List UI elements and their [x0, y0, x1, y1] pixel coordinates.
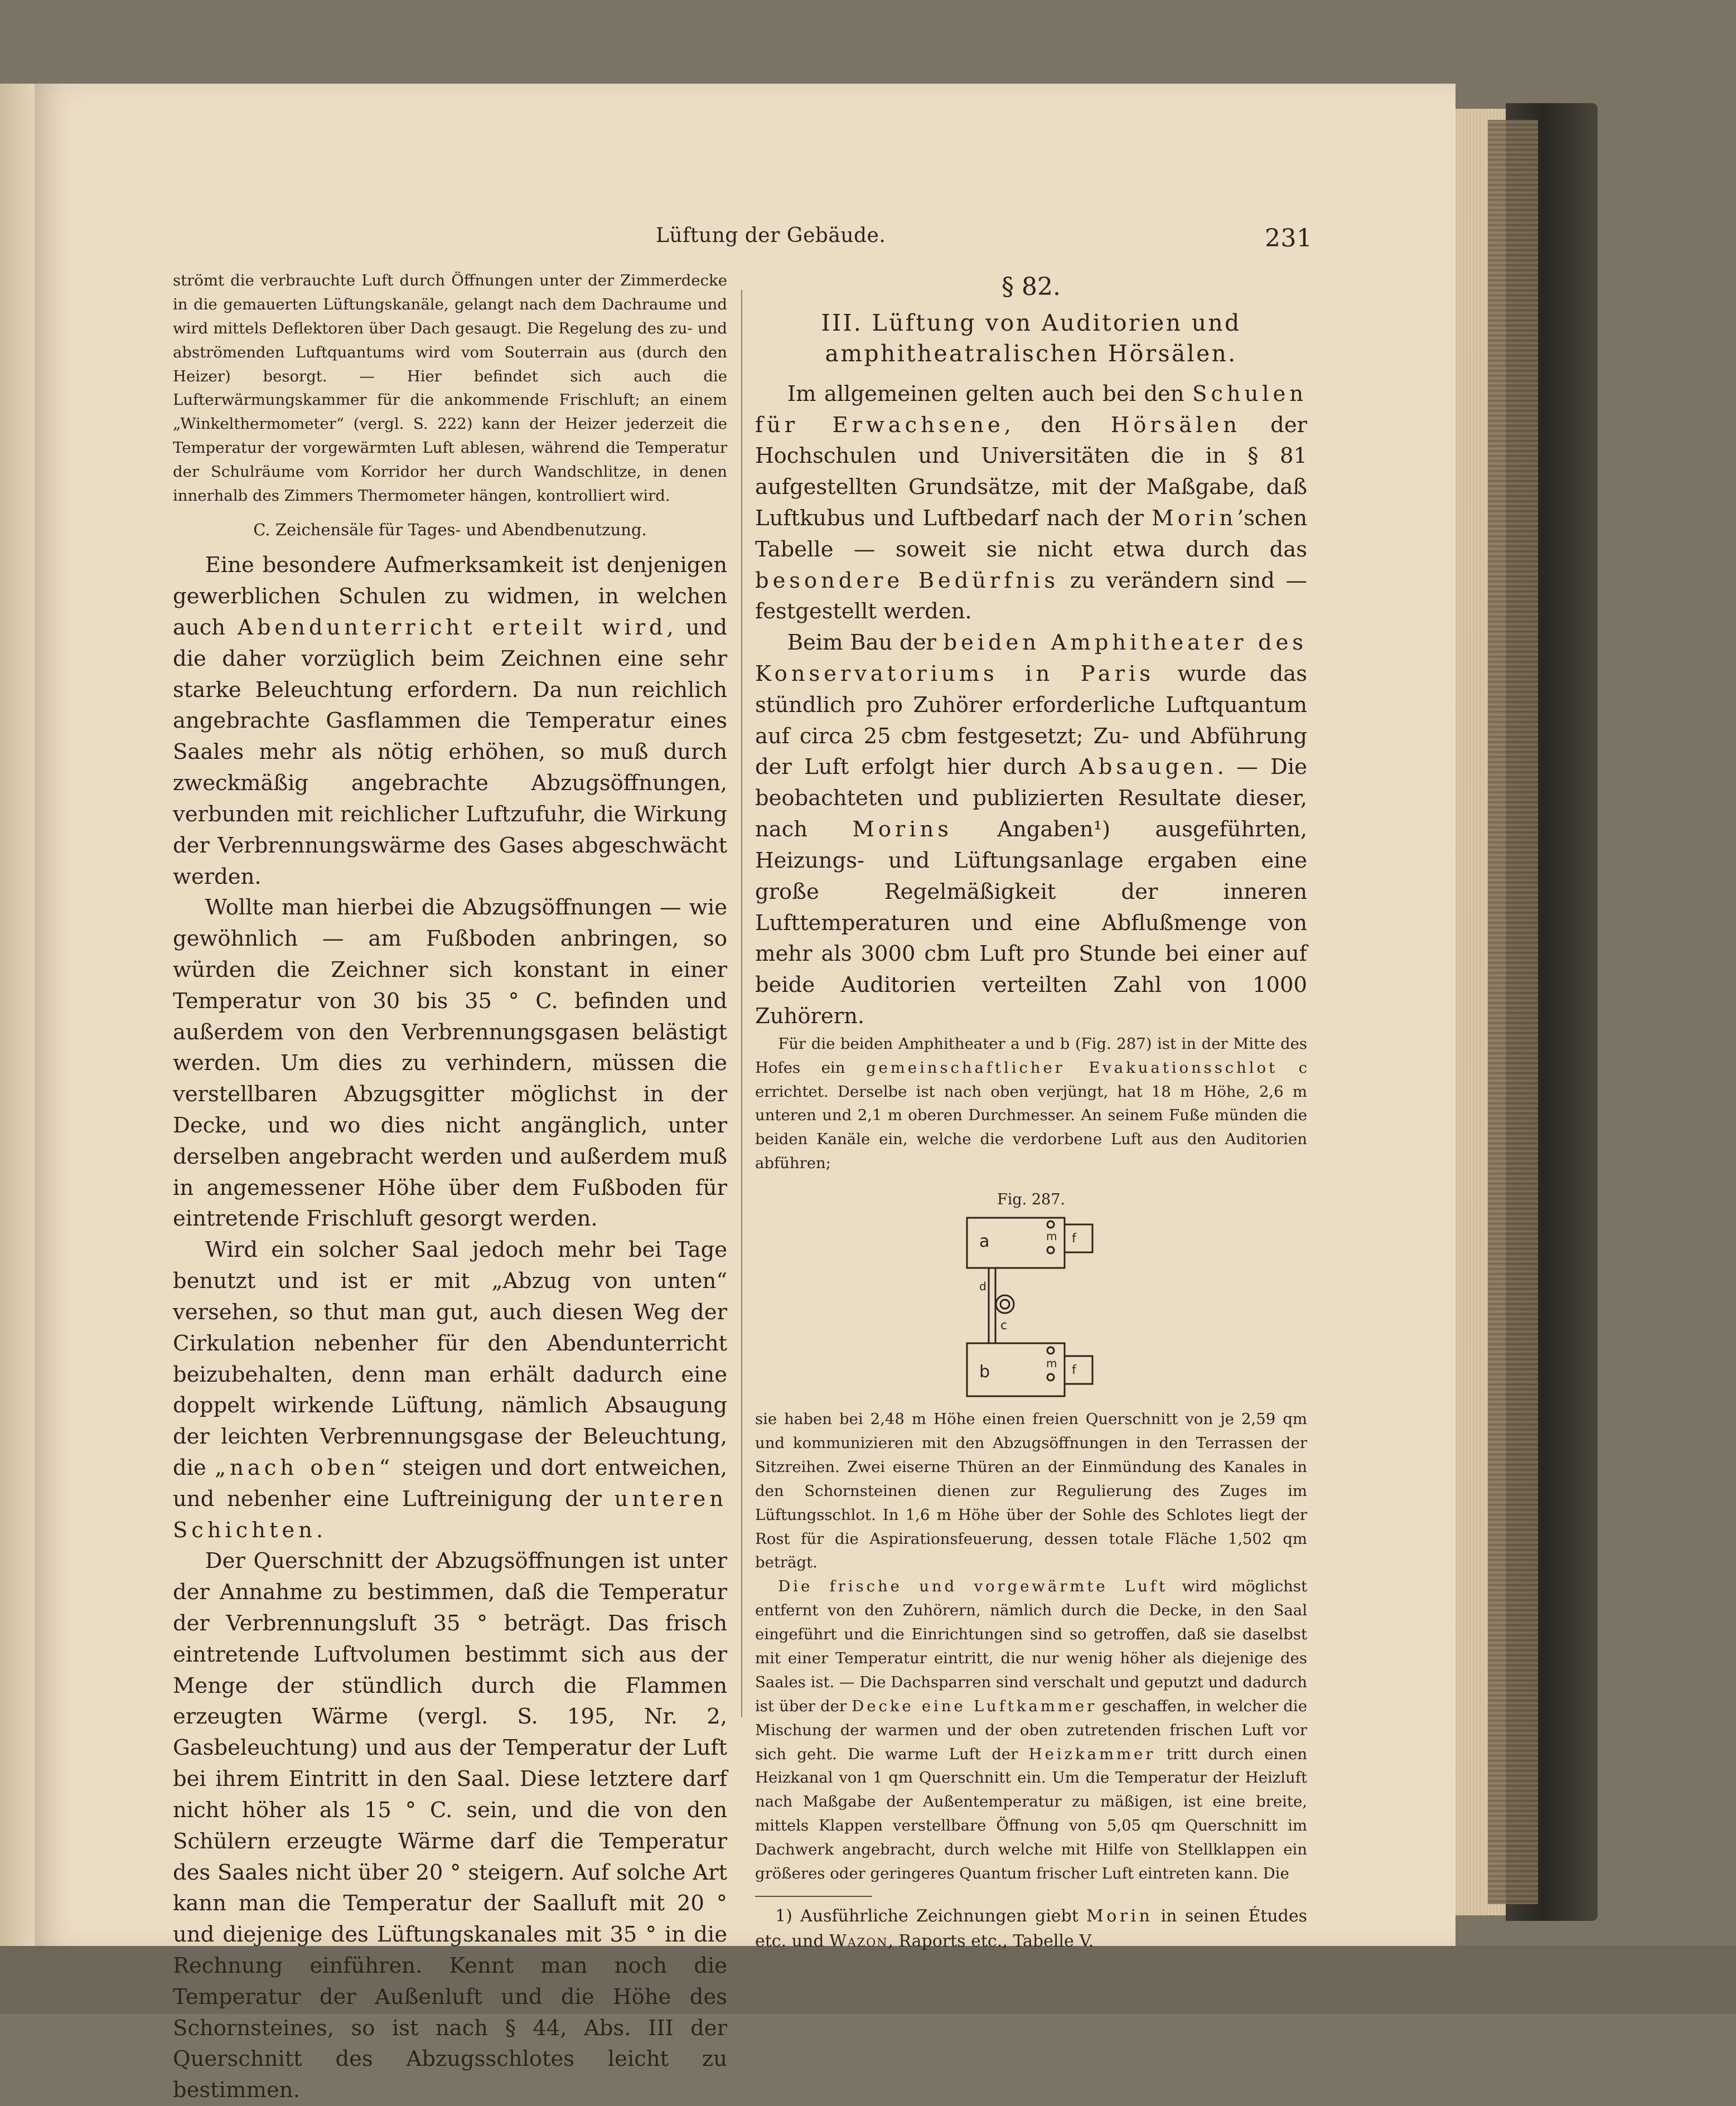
text-run: 1) Ausführliche Zeichnungen giebt [775, 1906, 1087, 1926]
figure-287 [755, 1189, 1307, 1401]
paragraph [173, 550, 727, 892]
paragraph-small [755, 1575, 1307, 1886]
footnote [755, 1904, 1307, 1954]
emphasis-spaced: Morin [1152, 505, 1237, 531]
column-divider [741, 290, 742, 1717]
annex-f-bottom [1065, 1356, 1092, 1384]
text-run: , Raports etc., Tabelle V. [888, 1931, 1094, 1951]
text-run: zu verändern sind — festgestellt werden. [755, 568, 1307, 624]
emphasis-spaced: Decke eine Luftkammer [852, 1697, 1097, 1715]
text-run: geschaffen, in welcher die Mischung der warmen und der oben zutretenden frischen Luft vor sich geht. Die warme Luft der [755, 1697, 1307, 1763]
emphasis-spaced: unteren Schichten [173, 1486, 727, 1543]
emphasis-spaced: beiden Amphitheater des Konservatoriums in Paris [755, 630, 1307, 686]
text-run: , den [1004, 412, 1111, 438]
emphasis-spaced: Morins [852, 817, 952, 843]
label-b: b [979, 1362, 990, 1382]
emphasis-spaced: Abendunterricht erteilt wird [238, 615, 667, 641]
section-title: III. Lüftung von Auditorien und amphitheatralischen Hörsälen. [821, 309, 1241, 367]
text-run: der Hochschulen und Universitäten die in § 81 aufgestellten Grundsätze, mit der Maßgabe, daß Luftkubus und Luftbedarf nach der [755, 412, 1308, 531]
emphasis-smallcaps: Wazon [829, 1931, 888, 1951]
paragraph [755, 379, 1307, 628]
paragraph: Der Querschnitt der Abzugsöffnungen ist unter der Annahme zu bestimmen, daß die Temperatur der Verbrennungsluft 35 ° beträgt. Das frisch eintretende Luftvolumen bestimmt sich aus der Menge der stündlich durch die Flammen erzeugten Wärme (vergl. S. 195, Nr. 2, Gasbeleuchtung) und aus der Temperatur der Luft bei ihrem Eintritt in den Saal. Diese letztere darf nicht höher als 15 ° C. sein, und die von den Schülern erzeugte Wärme darf die Temperatur des Saales nicht über 20 ° steigern. Auf solche Art kann man die Temperatur der Saalluft mit 20 ° und diejenige des Lüftungskanales mit 35 ° in die Rechnung einführen. Kennt man noch die Temperatur der Außenluft und die Höhe des Schornsteines, so ist nach § 44, Abs. III der Querschnitt des Abzugsschlotes leicht zu bestimmen. [173, 1548, 727, 2103]
paragraph [755, 627, 1307, 1032]
text-run: Wird ein solcher Saal jedoch mehr bei Tage benutzt und ist er mit „Abzug von unten“ versehen, so thut man gut, auch diesen Weg der Cirkulation nebenher für den Abendunterricht beizubehalten, denn man erhält dadurch eine doppelt wirkende Lüftung, nämlich Absaugung der leichten Verbrennungsgase der Beleuchtung, die [173, 1237, 727, 1480]
paragraph: Wollte man hierbei die Abzugsöffnungen — wie gewöhnlich — am Fußboden anbringen, so würden die Zeichner sich konstant in einer Temperatur von 30 bis 35 ° C. befinden und außerdem von den Verbrennungsgasen belästigt werden. Um dies zu verhindern, müssen die verstellbaren Abzugsgitter möglichst in der Decke, und wo dies nicht angänglich, unter derselben angebracht werden und außerdem muß in angemessener Höhe über dem Fußboden für eintretende Frischluft gesorgt werden. [173, 895, 727, 1232]
text-run: Angaben¹) ausgeführten, Heizungs- und Lüftungsanlage ergaben eine große Regelmäßigkeit der inneren Lufttemperaturen und eine Abflußmenge von mehr als 3000 cbm Luft pro Stunde bei einer auf beide Auditorien verteilten Zahl von 1000 Zuhörern. [755, 817, 1307, 1029]
left-column [173, 269, 727, 2106]
page-number: 231 [1265, 224, 1313, 253]
emphasis-spaced: gemeinschaftlicher Evakuationsschlot [865, 1058, 1278, 1077]
footnote-rule [755, 1896, 872, 1897]
text-run: . — Die beobachteten und publizierten Resultate dieser, nach [755, 754, 1308, 843]
emphasis-spaced: Absaugen [1079, 754, 1217, 780]
text-run: steigen und dort entweichen, und nebenher eine Luftreinigung der [173, 1455, 727, 1512]
label-c: c [1000, 1319, 1008, 1333]
text-run: wird möglichst entfernt von den Zuhörern, nämlich durch die Decke, in den Saal eingeführt und die Einrichtungen sind so getroffen, daß sie daselbst mit einer Temperatur eintritt, die nur wenig höher als diejenige des Saales ist. — Die Dachsparren sind verschalt und geputzt und dadurch ist über der [755, 1577, 1308, 1715]
floor-plan-diagram [755, 1212, 1307, 1402]
opening-o3 [1047, 1347, 1054, 1354]
text-run: Beim Bau der [787, 630, 944, 656]
paragraph [173, 1234, 727, 1546]
text-run: Im allgemeinen gelten auch bei den [787, 381, 1193, 406]
label-m-bottom: m [1046, 1357, 1057, 1371]
label-d: d [979, 1280, 987, 1294]
text-run: tritt durch einen Heizkanal von 1 qm Querschnitt ein. Um die Temperatur der Heizluft nach Maßgabe der Außentemperatur zu mäßigen, ist eine breite, mittels Klappen verstellbare Öffnung von 5,05 qm Querschnitt im Dachwerk angebracht, durch welche mit Hilfe von Stellklappen ein größeres oder geringeres Quantum frischer Luft eintreten kann. Die [755, 1745, 1307, 1883]
label-f-bottom: f [1072, 1363, 1076, 1378]
chimney-c-outer [996, 1295, 1014, 1313]
paragraph-small: sie haben bei 2,48 m Höhe einen freien Querschnitt von je 2,59 qm und kommunizieren mit den Abzugsöffnungen in den Terrassen der Sitzreihen. Zwei eiserne Thüren an der Einmündung des Kanales in den Schornsteinen dienen zur Regulierung des Zuges im Lüftungsschlot. In 1,6 m Höhe über der Sohle des Schlotes liegt der Rost für die Aspirationsfeuerung, dessen totale Fläche 1,502 qm beträgt. [755, 1410, 1307, 1572]
emphasis-spaced: Heizkammer [1028, 1745, 1156, 1763]
emphasis-spaced: Hörsälen [1110, 412, 1241, 438]
opening-o1 [1047, 1221, 1054, 1228]
text-run: Für die beiden Amphitheater a und b (Fig. 287) ist in der Mitte des Hofes ein [755, 1034, 1307, 1077]
text-run: . [316, 1517, 323, 1543]
text-run: ’schen Tabelle — soweit sie nicht etwa durch das [755, 505, 1307, 562]
opening-o4 [1047, 1374, 1054, 1381]
running-head-title: Lüftung der Gebäude. [656, 224, 886, 247]
paragraph-continuation: strömt die verbrauchte Luft durch Öffnungen unter der Zimmerdecke in die gemauerten Lüftungskanäle, gelangt nach dem Dachraume und wird mittels Deflektoren über Dach gesaugt. Die Regelung des zu- und abströmenden Luftquantums wird vom Souterrain aus (durch den Heizer) besorgt. — Hier befindet sich auch die Lufterwärmungskammer für die ankommende Frischluft; an einem „Winkelthermometer“ (vergl. S. 222) kann der Heizer jederzeit die Temperatur der vorgewärmten Luft ablesen, während die Temperatur der Schulräume vom Korridor her durch Wandschlitze, in denen innerhalb des Zimmers Thermometer hängen, kontrolliert wird. [173, 272, 727, 505]
text-run: in seinen Études etc. und [755, 1906, 1308, 1951]
emphasis-spaced: Morin [1086, 1906, 1153, 1926]
text-run: Eine besondere Aufmerksamkeit ist denjenigen gewerblichen Schulen zu widmen, in welchen auch [173, 553, 727, 641]
opening-o2 [1047, 1247, 1054, 1253]
emphasis-spaced: Die frische und vorgewärmte Luft [778, 1577, 1168, 1596]
annex-f-top [1065, 1224, 1092, 1252]
marbled-board-edge [1488, 120, 1538, 1904]
emphasis-spaced: besondere Bedürfnis [755, 568, 1060, 593]
label-f-top: f [1072, 1232, 1076, 1246]
facing-page-edge [0, 84, 39, 1946]
text-run: , und die daher vorzüglich beim Zeichnen eine sehr starke Beleuchtung erfordern. Da nun reichlich angebrachte Gasflammen die Temperatur eines Saales mehr als nötig erhöhen, so muß durch zweckmäßig angebrachte Abzugsöffnungen, verbunden mit reichlicher Luftzufuhr, die Wirkung der Verbrennungswärme des Gases abgeschwächt werden. [173, 615, 727, 889]
emphasis-spaced: Schulen für Erwachsene [755, 381, 1307, 438]
right-column [755, 269, 1307, 1954]
chimney-c-inner [1000, 1300, 1009, 1309]
emphasis-spaced: „nach oben“ [215, 1455, 394, 1480]
label-a: a [979, 1232, 990, 1252]
subsection-heading: C. Zeichensäle für Tages- und Abendbenutzung. [253, 520, 647, 539]
label-m-top: m [1046, 1229, 1057, 1243]
text-run: c errichtet. Derselbe ist nach oben verjüngt, hat 18 m Höhe, 2,6 m unteren und 2,1 m oberen Durchmesser. An seinem Fuße münden die beiden Kanäle ein, welche die verdorbene Luft aus den Auditorien abführen; [755, 1058, 1307, 1173]
text-run: wurde das stündlich pro Zuhörer erforderliche Luftquantum auf circa 25 cbm festgesetzt; Zu- und Abführung der Luft erfolgt hier durch [755, 661, 1307, 780]
figure-caption: Fig. 287. [997, 1191, 1065, 1209]
paragraph-small [755, 1032, 1307, 1175]
section-number: § 82. [1002, 273, 1061, 301]
